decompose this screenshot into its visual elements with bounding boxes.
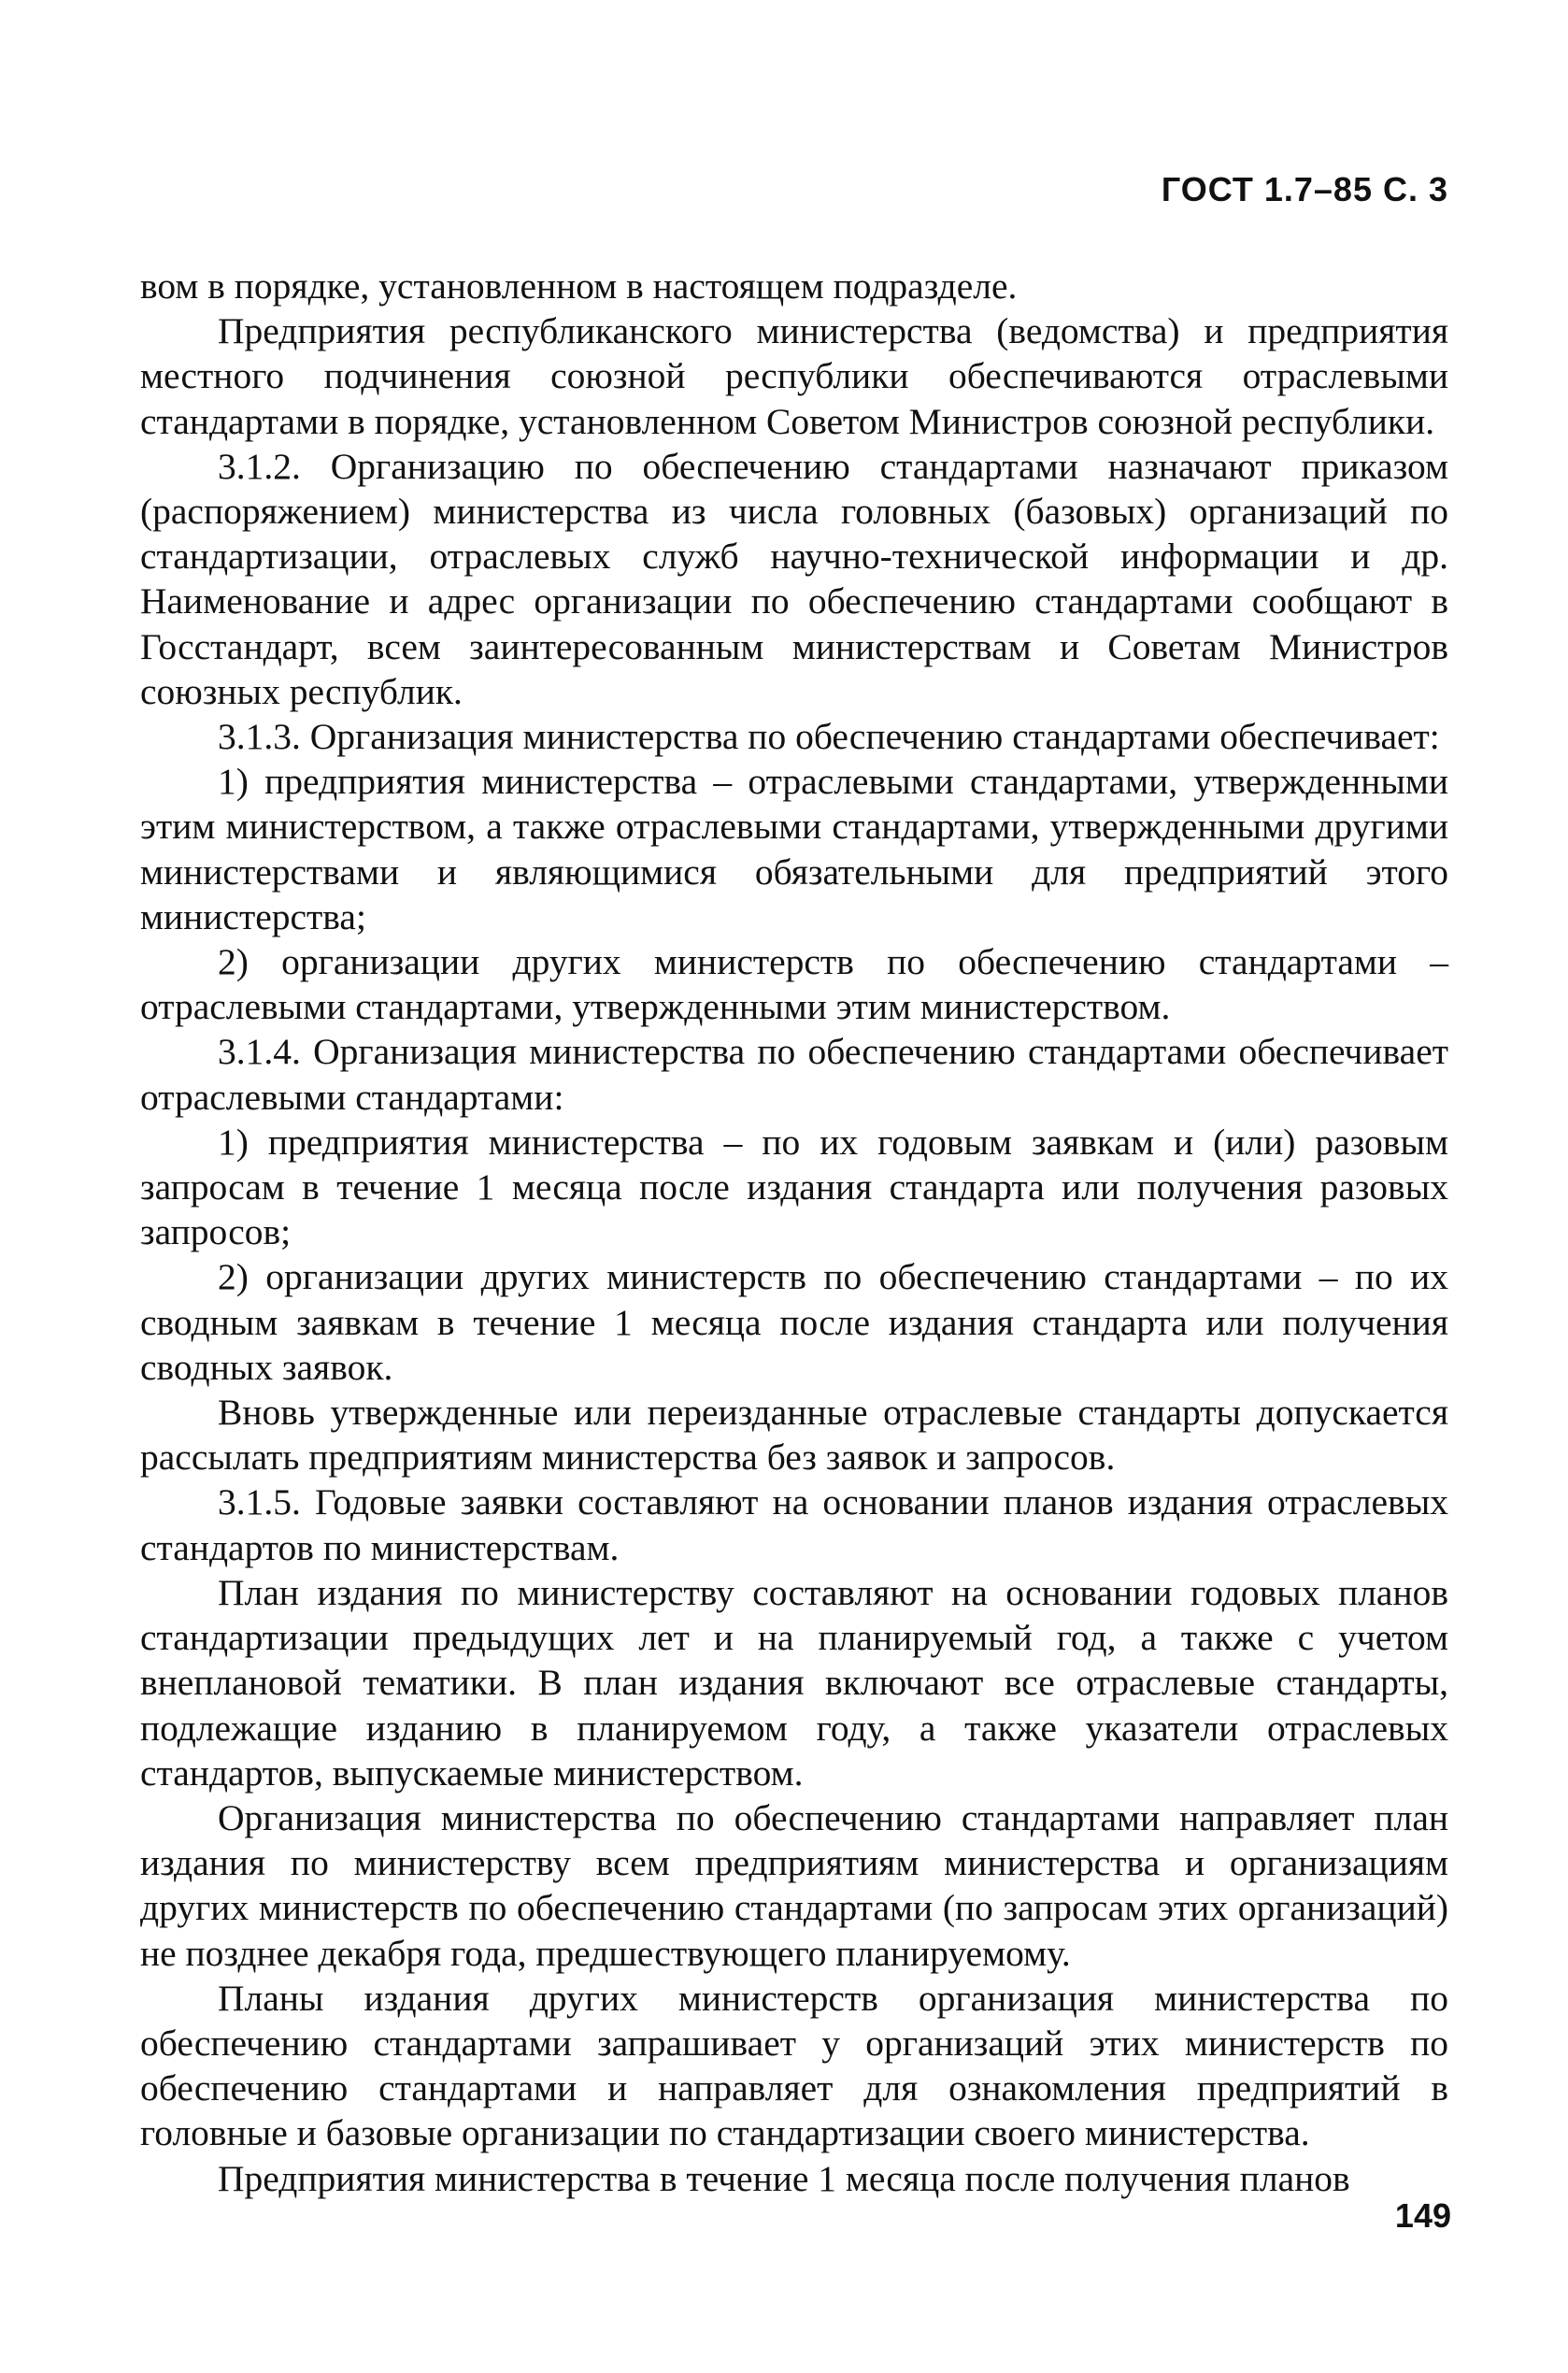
list-item: 1) предприятия министерства – отраслевыми стандартами, утвержденными этим министерством, а также отраслевыми стандартами, утвержденными другими министерствами и являющимися обязательными для предприятий этого министерства;	[140, 761, 1448, 937]
paragraph-clause-3-1-2: 3.1.2. Организацию по обеспечению стандартами назначают приказом (распоряжением) министерства из числа головных (базовых) организаций по стандартизации, отраслевых служб научно-технической информации и др. Наименование и адрес организации по обеспечению стандартами сообщают в Госстандарт, всем заинтересованным министерствам и Советам Министров союзных республик.	[140, 445, 1448, 712]
list-item: 1) предприятия министерства – по их годовым заявкам и (или) разовым запросам в течение 1 месяца после издания стандарта или получения разовых запросов;	[140, 1121, 1448, 1253]
paragraph-continuation: вом в порядке, установленном в настоящем подразделе.	[140, 265, 1018, 307]
paragraph: Вновь утвержденные или переизданные отраслевые стандарты допускается рассылать предприятиям министерства без заявок и запросов.	[140, 1392, 1448, 1479]
paragraph: Планы издания других министерств организация министерства по обеспечению стандартами запрашивает у организаций этих министерств по обеспечению стандартами и направляет для ознакомления предприятий в головные и базовые организации по стандартизации своего министерства.	[140, 1977, 1448, 2154]
paragraph: План издания по министерству составляют на основании годовых планов стандартизации предыдущих лет и на планируемый год, а также с учетом внеплановой тематики. В план издания включают все отраслевые стандарты, подлежащие изданию в планируемом году, а также указатели отраслевых стандартов, выпускаемые министерством.	[140, 1571, 1448, 1794]
paragraph: Предприятия министерства в течение 1 месяца после получения планов	[218, 2157, 1350, 2199]
paragraph-clause-3-1-4: 3.1.4. Организация министерства по обеспечению стандартами обеспечивает отраслевыми стандартами:	[140, 1031, 1448, 1118]
page-number: 149	[1394, 2196, 1451, 2235]
list-item: 2) организации других министерств по обеспечению стандартами – по их сводным заявкам в течение 1 месяца после издания стандарта или получения сводных заявок.	[140, 1256, 1448, 1388]
paragraph-clause-3-1-5: 3.1.5. Годовые заявки составляют на основании планов издания отраслевых стандартов по министерствам.	[140, 1481, 1448, 1568]
paragraph: Организация министерства по обеспечению стандартами направляет план издания по министерству всем предприятиям министерства и организациям других министерств по обеспечению стандартами (по запросам этих организаций) не позднее декабря года, предшествующего планируемому.	[140, 1796, 1448, 1974]
running-header: ГОСТ 1.7–85 С. 3	[1161, 170, 1448, 208]
list-item: 2) организации других министерств по обеспечению стандартами – отраслевыми стандартами, утвержденными этим министерством.	[140, 941, 1448, 1028]
paragraph: Предприятия республиканского министерства (ведомства) и предприятия местного подчинения союзной республики обеспечиваются отраслевыми стандартами в порядке, установленном Советом Министров союзной республики.	[140, 310, 1448, 442]
body-text	[140, 264, 1448, 2201]
paragraph-clause-3-1-3: 3.1.3. Организация министерства по обеспечению стандартами обеспечивает:	[218, 716, 1440, 758]
